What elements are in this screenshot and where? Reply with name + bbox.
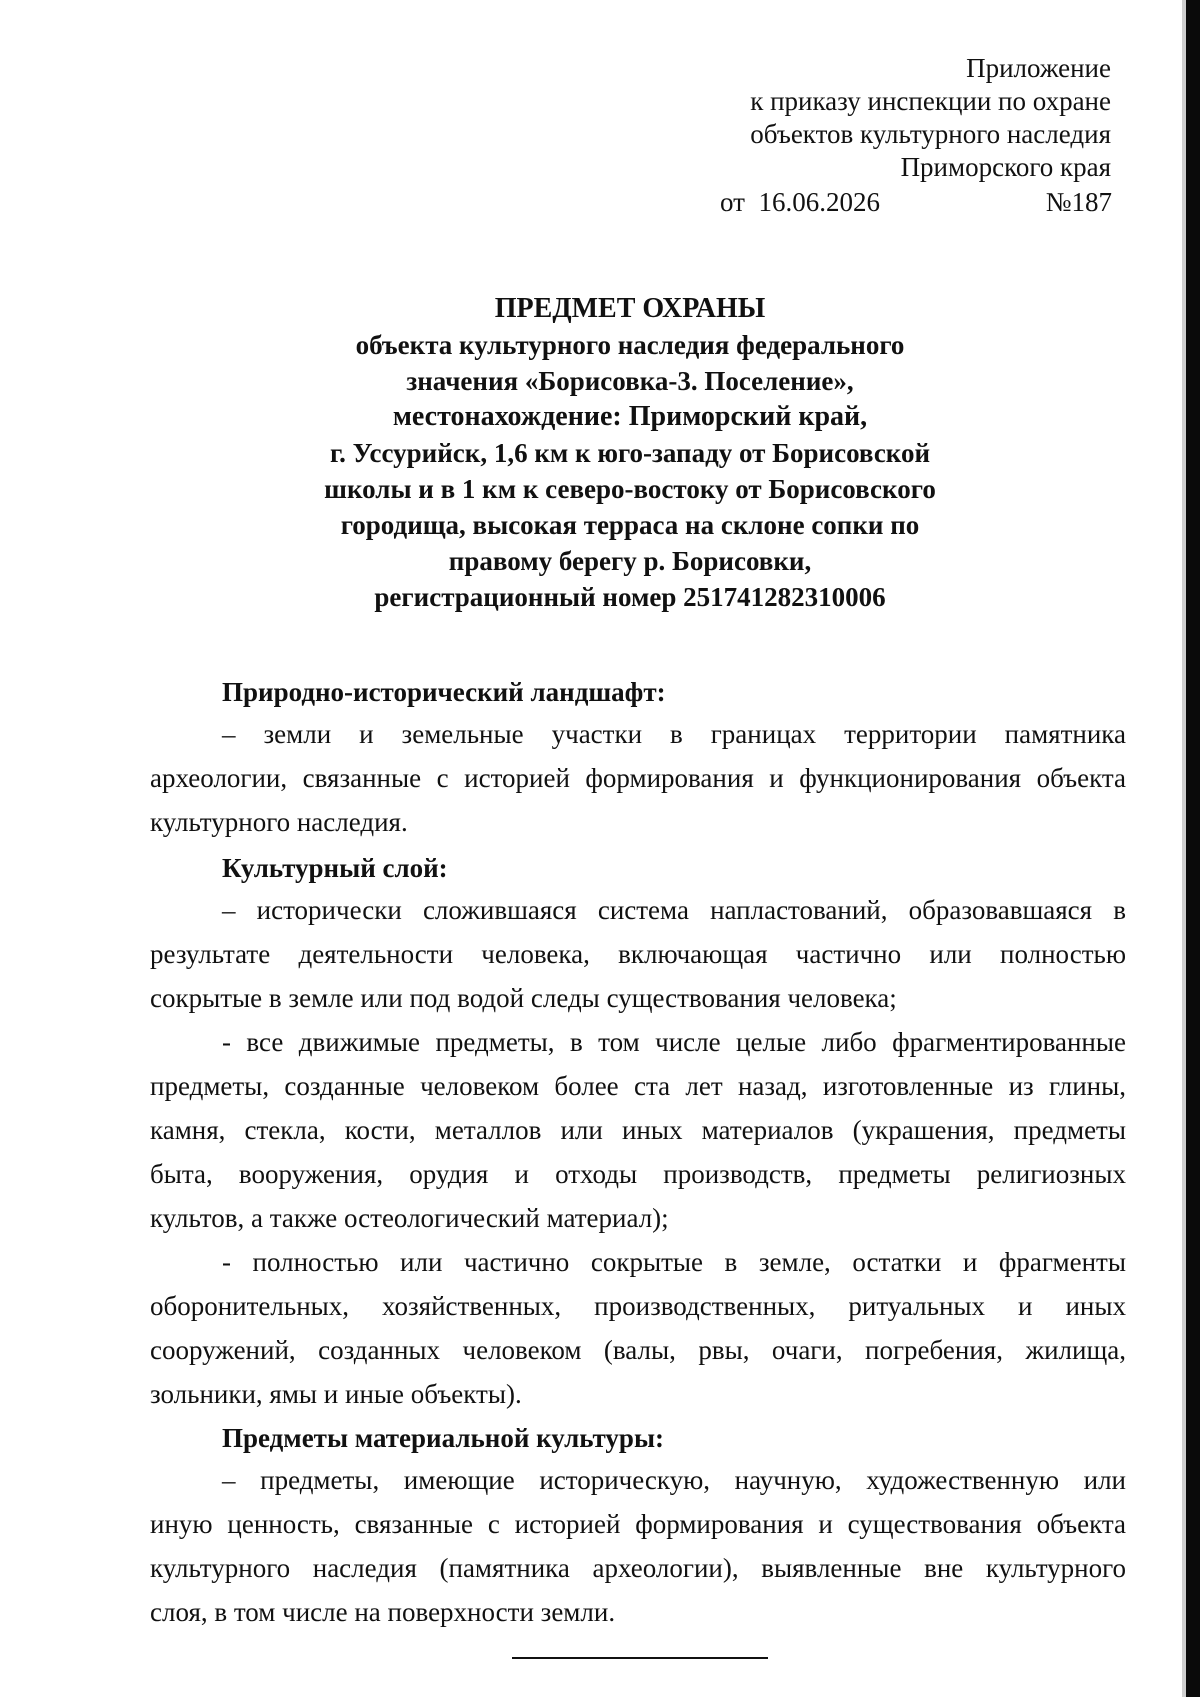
paragraph-line: сокрытые в земле или под водой следы существования человека;: [150, 983, 897, 1013]
paragraph-line: – предметы, имеющие историческую, научную, художественную или: [222, 1465, 1126, 1495]
title-line-5: школы и в 1 км к северо-востоку от Борисовского: [324, 474, 936, 504]
appendix-inspection: объектов культурного наследия: [750, 119, 1111, 149]
title-line-6: городища, высокая терраса на склоне сопки по: [340, 510, 920, 540]
paragraph-line: иную ценность, связанные с историей формирования и существования объекта: [150, 1509, 1126, 1539]
paragraph-line: культурного наследия (памятника археологии), выявленные вне культурного: [150, 1553, 1126, 1583]
section-heading-cultural-layer: Культурный слой:: [222, 853, 448, 883]
end-rule: [512, 1657, 768, 1659]
order-date-group: [720, 186, 880, 219]
paragraph-landscape: [150, 712, 1126, 844]
paragraph-line: зольники, ямы и иные объекты).: [150, 1379, 522, 1409]
title-line-3: местонахождение: Приморский край,: [392, 401, 868, 432]
paragraph-line: археологии, связанные с историей формирования и функционирования объекта: [150, 763, 1126, 793]
title-line-4: г. Уссурийск, 1,6 км к юго-западу от Борисовской: [329, 438, 931, 468]
title-line-2: значения «Борисовка-3. Поселение»,: [406, 366, 854, 396]
paragraph-line: быта, вооружения, орудия и отходы производств, предметы религиозных: [150, 1159, 1126, 1189]
document-title-block: [150, 291, 1110, 615]
appendix-order-ref: к приказу инспекции по охране: [750, 86, 1111, 116]
paragraph-line: - все движимые предметы, в том числе целые либо фрагментированные: [222, 1027, 1126, 1057]
paragraph-layer-2: [150, 1020, 1126, 1240]
paragraph-material: [150, 1458, 1126, 1634]
section-heading-material-culture: Предметы материальной культуры:: [222, 1423, 665, 1453]
order-number: №187: [1045, 187, 1112, 217]
paragraph-line: культов, а также остеологический материал);: [150, 1203, 669, 1233]
appendix-label: Приложение: [966, 53, 1111, 83]
paragraph-line: культурного наследия.: [150, 807, 408, 837]
scan-edge-border: [1186, 0, 1200, 1697]
paragraph-line: – исторически сложившаяся система напластований, образовавшаяся в: [222, 895, 1126, 925]
order-date-prefix: от: [720, 187, 745, 217]
title-line-1: объекта культурного наследия федерального: [355, 330, 905, 360]
paragraph-layer-1: [150, 888, 1126, 1020]
document-title: ПРЕДМЕТ ОХРАНЫ: [494, 293, 766, 324]
paragraph-line: - полностью или частично сокрытые в земле, остатки и фрагменты: [222, 1247, 1126, 1277]
paragraph-line: – земли и земельные участки в границах территории памятника: [222, 719, 1126, 749]
appendix-region: Приморского края: [900, 152, 1111, 182]
section-heading-landscape: Природно-исторический ландшафт:: [222, 677, 666, 707]
paragraph-line: оборонительных, хозяйственных, производственных, ритуальных и иных: [150, 1291, 1126, 1321]
paragraph-line: сооружений, созданных человеком (валы, рвы, очаги, погребения, жилища,: [150, 1335, 1126, 1365]
paragraph-line: результате деятельности человека, включающая частично или полностью: [150, 939, 1126, 969]
order-date: 16.06.2026: [758, 187, 880, 217]
title-line-8: регистрационный номер 251741282310006: [374, 582, 886, 612]
paragraph-line: слоя, в том числе на поверхности земли.: [150, 1597, 616, 1627]
appendix-header: [591, 52, 1111, 184]
paragraph-line: камня, стекла, кости, металлов или иных материалов (украшения, предметы: [150, 1115, 1126, 1145]
paragraph-layer-3: [150, 1240, 1126, 1416]
paragraph-line: предметы, созданные человеком более ста лет назад, изготовленные из глины,: [150, 1071, 1126, 1101]
title-line-7: правому берегу р. Борисовки,: [448, 546, 812, 576]
